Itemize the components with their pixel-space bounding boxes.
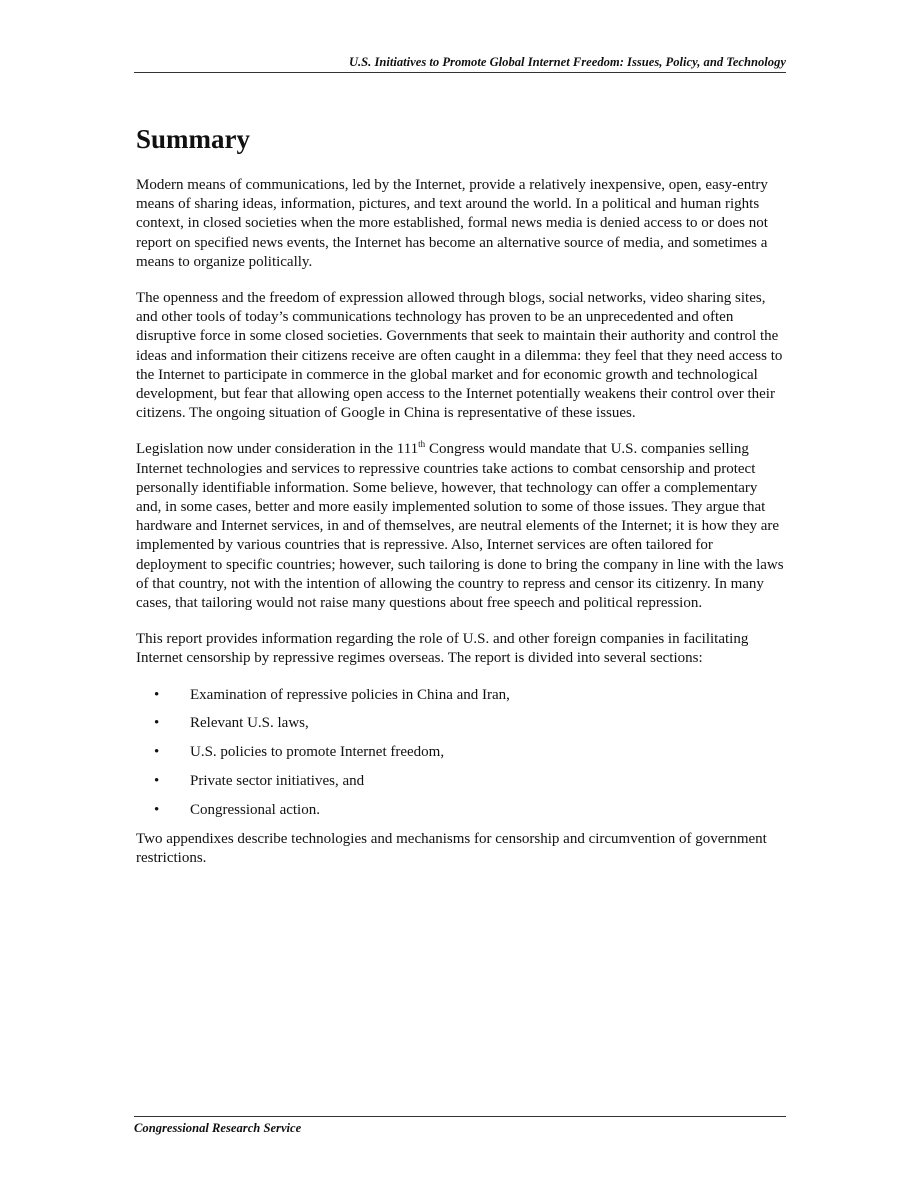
paragraph-appendixes: Two appendixes describe technologies and mechanisms for censorship and circumvention of government restrictions.	[136, 831, 767, 867]
list-item: • Examination of repressive policies in China and Iran,	[136, 686, 786, 705]
summary-body	[136, 176, 786, 868]
list-item: • Congressional action.	[136, 801, 786, 820]
paragraph-closed-societies: The openness and the freedom of expression allowed through blogs, social networks, video sharing sites, and other tools of today’s communications technology has proven to be an unprecedented and often disruptive force in some closed societies. Governments that seek to maintain their authority and control the ideas and information their citizens receive are often caught in a dilemma: they feel that they need access to the Internet to participate in commerce in the global market and for economic growth and technological development, but fear that allowing open access to the Internet potentially weakens their control over their citizens. The ongoing situation of Google in China is representative of these issues.	[136, 290, 783, 422]
paragraph-legislation-rest: Congress would mandate that U.S. companies selling Internet technologies and services to repressive countries take actions to combat censorship and protect personally identifiable information. Some believe, however, that technology can offer a complementary and, in some cases, better and more easily implemented solution to some of those issues. They argue that hardware and Internet services, in and of themselves, are neutral elements of the Internet; it is how they are implemented by various countries that is repressive. Also, Internet services are often tailored for deployment to specific countries; however, such tailoring is done to bring the company in line with the laws of that country, not with the intention of allowing the country to repress and censor its citizenry. In many cases, that tailoring would not raise many questions about free speech and political repression.	[136, 441, 784, 612]
page-title: Summary	[136, 124, 250, 154]
paragraph-legislation	[136, 440, 786, 613]
report-sections-list	[136, 686, 786, 820]
footer-organization: Congressional Research Service	[134, 1121, 302, 1135]
paragraph-report-scope: This report provides information regarding the role of U.S. and other foreign companies in facilitating Internet censorship by repressive regimes overseas. The report is divided into several sections:	[136, 631, 749, 667]
list-item: • U.S. policies to promote Internet freedom,	[136, 743, 786, 762]
running-header	[134, 55, 786, 73]
list-item: • Relevant U.S. laws,	[136, 714, 786, 733]
paragraph-legislation-start: Legislation now under consideration in the 111	[136, 441, 419, 458]
running-footer	[134, 1116, 786, 1136]
running-header-title: U.S. Initiatives to Promote Global Internet Freedom: Issues, Policy, and Technology	[348, 55, 786, 69]
paragraph-internet-overview: Modern means of communications, led by the Internet, provide a relatively inexpensive, open, easy-entry means of sharing ideas, information, pictures, and text around the world. In a political and human rights context, in closed societies when the more established, formal news media is denied access to or does not report on specified news events, the Internet has become an alternative source of media, and sometimes a means to organize politically.	[136, 177, 768, 270]
ordinal-suffix: th	[418, 439, 426, 450]
list-item: • Private sector initiatives, and	[136, 772, 786, 791]
